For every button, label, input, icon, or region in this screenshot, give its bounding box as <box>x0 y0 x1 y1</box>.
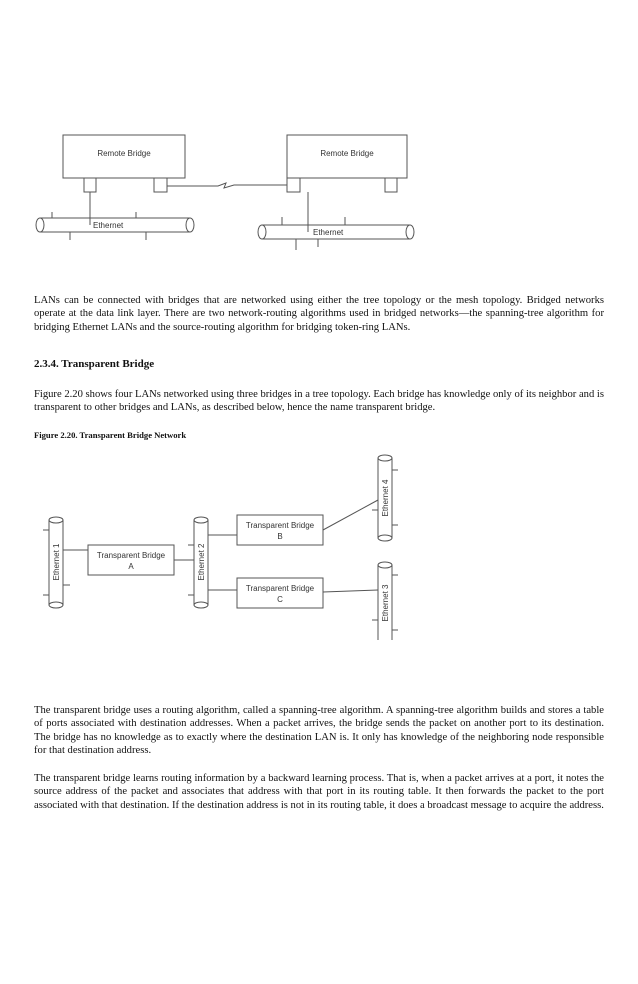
section-heading: 2.3.4. Transparent Bridge <box>34 358 155 370</box>
left-remote-bridge-label: Remote Bridge <box>97 149 151 158</box>
bridge-b-label-line2: B <box>277 532 283 541</box>
paragraph-lan-bridges: LANs can be connected with bridges that are networked using either the tree topology or the mesh topology. Bridged networks operate at the data link layer. There are two network-routing algorithms used in bridged networks—the spanning-tree algorithm for bridging Ethernet LANs and the source-routing algorithm for bridging token-ring LANs. <box>34 295 604 333</box>
bridge-a-label-line2: A <box>128 562 134 571</box>
bridge-a-label-line1: Transparent Bridge <box>96 551 166 560</box>
figure-caption: Figure 2.20. Transparent Bridge Network <box>34 430 187 440</box>
left-ethernet-label: Ethernet <box>93 221 124 230</box>
remote-bridge-figure <box>0 0 638 260</box>
ethernet-4-label: Ethernet 4 <box>381 479 390 517</box>
ethernet-1-label: Ethernet 1 <box>52 543 61 581</box>
paragraph-backward-learning: The transparent bridge learns routing information by a backward learning process. That is, when a packet arrives at a port, it notes the source address of the packet and associates that address with that port in its routing table. It then forwards the packet to the port associated with that destination. If the destination address is not in its routing table, it does a broadcast message to acquire the address. <box>34 773 604 811</box>
paragraph-spanning-tree: The transparent bridge uses a routing algorithm, called a spanning-tree algorithm. A spanning-tree algorithm builds and stores a table of ports associated with destination addresses. When a packet arrives, the bridge sends the packet on another port to its destination. The bridge has no knowledge as to exactly where the destination LAN is. It only has knowledge of the neighboring node responsible for that destination address. <box>34 705 604 757</box>
ethernet-2-label: Ethernet 2 <box>197 543 206 581</box>
bridge-c-label-line2: C <box>277 595 283 604</box>
bridge-b-label-line1: Transparent Bridge <box>245 521 315 530</box>
paragraph-figure-intro: Figure 2.20 shows four LANs networked using three bridges in a tree topology. Each bridge has knowledge only of its neighbor and is transparent to other bridges and LANs, as described below, hence the name transparent bridge. <box>34 389 604 414</box>
right-remote-bridge-label: Remote Bridge <box>320 149 374 158</box>
ethernet-3-label: Ethernet 3 <box>381 584 390 622</box>
right-ethernet-label: Ethernet <box>313 228 344 237</box>
bridge-c-label-line1: Transparent Bridge <box>245 584 315 593</box>
transparent-bridge-figure <box>0 440 638 640</box>
remote-link-line <box>167 183 287 188</box>
